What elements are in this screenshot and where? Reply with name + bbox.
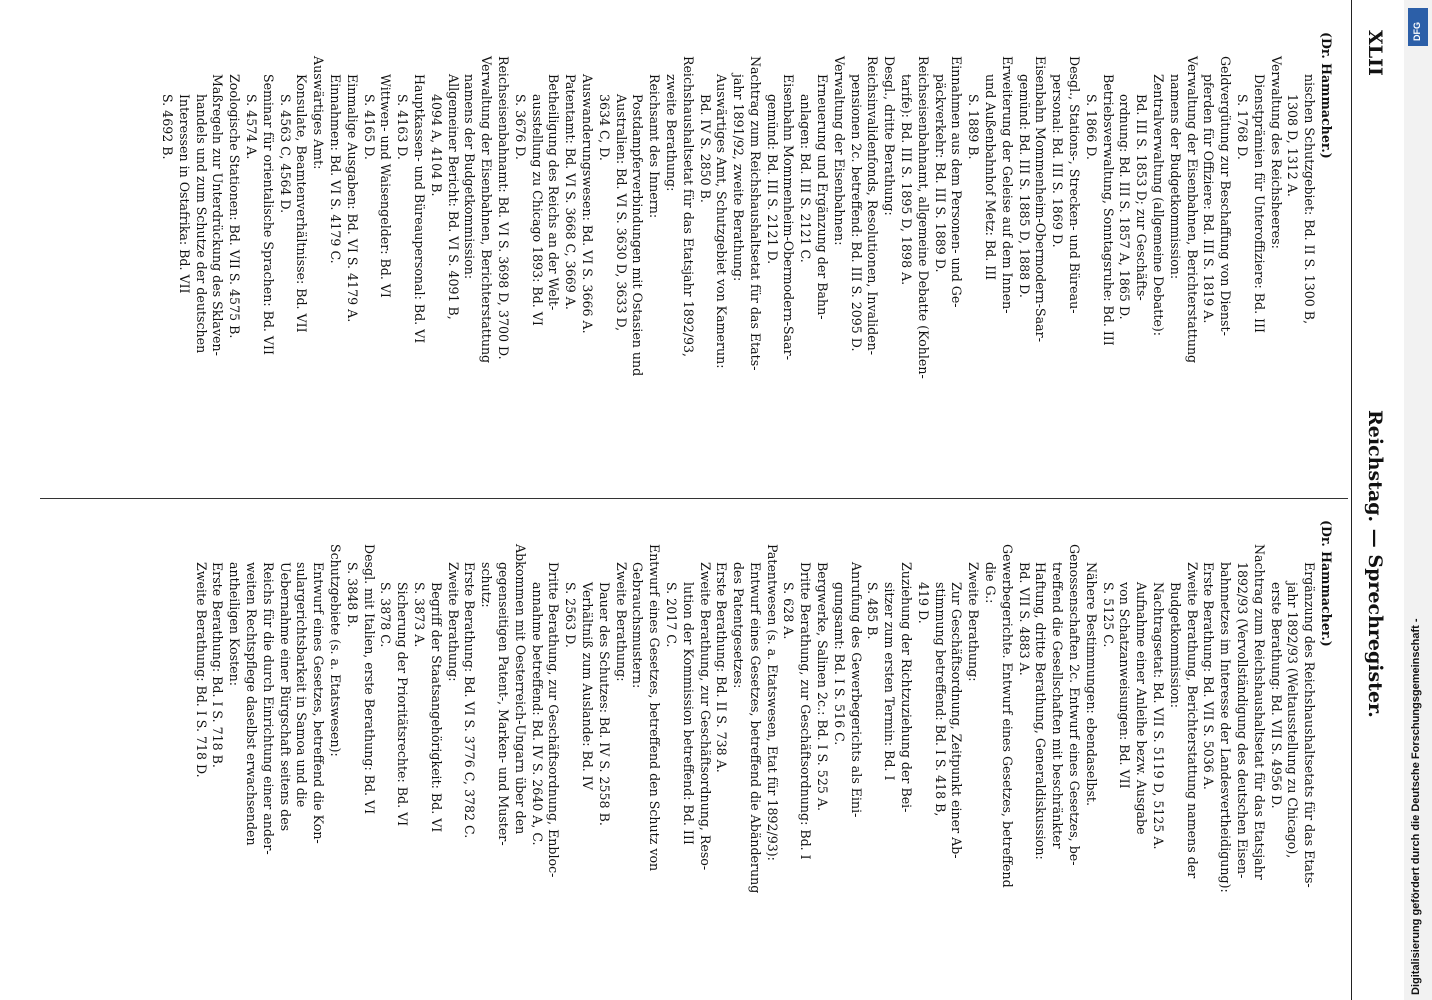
index-line: Eisenbahn Mommenheim-Obermodern-Saar- <box>1033 56 1049 342</box>
index-line: S. 5125 C. <box>1100 582 1116 648</box>
index-line: gungsamt: Bd. I S. 516 C. <box>831 582 847 746</box>
index-line: Auswanderungswesen: Bd. VI S. 3666 A. <box>579 74 595 334</box>
index-line: bahnnetzes im Interesse der Landesvertheidigung): <box>1218 562 1234 893</box>
index-line: S. 1866 D. <box>1083 94 1099 160</box>
index-line: 3634 C, D. <box>596 94 612 161</box>
index-line: S. 1768 D. <box>1235 94 1251 160</box>
index-line: weiten Rechtspflege daselbst erwachsenden <box>244 562 259 846</box>
index-line: Patentamt: Bd. VI S. 3668 C, 3669 A. <box>563 74 579 310</box>
index-line: Sicherung der Prioritätsrechte: Bd. VI <box>395 582 411 827</box>
index-line: Bd. III S. 1853 D; zur Geschäfts- <box>1134 94 1150 301</box>
index-line: Desgl., Stations-, Strecken- und Büreau- <box>1067 56 1083 314</box>
index-line: pferden für Offiziere: Bd. III S. 1819 A. <box>1201 74 1217 324</box>
index-line: Maßregeln zur Unterdrückung des Sklaven- <box>210 74 226 356</box>
index-line: namens der Budgetkommission: <box>1167 74 1183 280</box>
index-line: Aufnahme einer Anleihe bezw. Ausgabe <box>1134 582 1150 835</box>
index-line: Zur Geschäftsordnung, Zeitpunkt einer Ab- <box>949 582 965 859</box>
index-line: Auswärtiges Amt, Schutzgebiet von Kamerun: <box>714 74 730 369</box>
index-line: S. 4165 D. <box>361 94 377 160</box>
index-line: Zuziehung der Richtzuziehung der Bei- <box>899 562 915 813</box>
index-line: gegenseitigen Patent-, Marken- und Muster- <box>495 562 511 846</box>
index-line: S. 628 A. <box>781 582 797 640</box>
digitization-notice: Digitalisierung gefördert durch die Deutsche Forschungsgemeinschaft - <box>1410 618 1422 995</box>
index-line: gemünd: Bd. III S. 2121 D. <box>764 94 780 265</box>
index-line: personal: Bd. III S. 1869 D. <box>1050 74 1066 248</box>
index-line: Postdampferverbindungen mit Ostasien und <box>630 94 646 377</box>
index-line: tarife): Bd. III S. 1895 D, 1898 A. <box>899 74 915 286</box>
index-line: Reichseisenbahnamt: Bd. VI S. 3698 D, 3700 D. <box>495 56 511 360</box>
index-line: Bergwerke, Salinen 2c.: Bd. I S. 525 A. <box>815 562 831 811</box>
index-line: 4094 A, 4104 B. <box>428 94 444 197</box>
index-line: Begriff der Staatsangehörigkeit: Bd. VI <box>428 582 444 833</box>
index-line: Erste Berathung: Bd. I S. 718 B. <box>210 562 226 768</box>
index-line: Verwaltung des Reichsheeres: <box>1268 56 1284 249</box>
page-header <box>1351 0 1392 1000</box>
index-line: Gebrauchsmustern: <box>630 562 646 689</box>
index-line: Zentralverwaltung (allgemeine Debatte): <box>1151 74 1167 337</box>
index-line: Desgl. mit Italien, erste Berathung: Bd. VI <box>361 544 377 815</box>
index-line: Erste Berathung: Bd. VI S. 3776 C, 3782 C. <box>462 562 478 839</box>
index-line: Abkommen mit Oesterreich-Ungarn über den <box>512 544 528 835</box>
index-line: Zweite Berathung: <box>966 562 982 682</box>
index-line: sulargerichtsbarkeit in Samoa und die <box>294 562 310 808</box>
index-line: Nachtragsetat: Bd. VII S. 5119 D, 5125 A. <box>1151 582 1167 850</box>
index-line: S. 3676 D. <box>512 94 528 160</box>
index-line: Dienstprämien für Unteroffiziere: Bd. III <box>1251 74 1267 334</box>
index-line: Einnahmen aus dem Personen- und Ge- <box>949 56 965 308</box>
index-line: Nähere Bestimmungen: ebendaselbst. <box>1083 562 1099 806</box>
index-line: Australien: Bd. VI S. 3630 D, 3633 D, <box>613 94 629 332</box>
index-line: handels und zum Schutze der deutschen <box>193 94 209 354</box>
index-line: Betriebsverwaltung, Sonntagsruhe: Bd. III <box>1100 74 1116 346</box>
index-line: S. 4563 C, 4564 D. <box>277 94 293 214</box>
index-line: annahme betreffend: Bd. IV S. 2640 A, C. <box>529 582 545 846</box>
index-line: Zoologische Stationen: Bd. VII S. 4575 B. <box>227 74 243 339</box>
index-line: S. 4163 D. <box>395 94 411 160</box>
index-line: ordnung: Bd. III S. 1857 A, 1865 D. <box>1117 94 1133 320</box>
index-line: anlagen: Bd. III S. 2121 C. <box>798 94 814 263</box>
index-line: stimmung betreffend: Bd. I S. 418 B, <box>932 582 948 817</box>
index-line: S. 1889 B. <box>966 94 982 160</box>
index-line: Reichsamt des Innern: <box>647 74 663 219</box>
index-line: päckverkehr: Bd. III S. 1889 D. <box>932 74 948 273</box>
index-line: Zweite Berathung: <box>613 562 629 682</box>
index-line: 1308 D, 1312 A. <box>1285 94 1301 197</box>
index-line: S. 485 B. <box>865 582 881 640</box>
index-line: Uebernahme einer Bürgschaft seitens des <box>277 562 293 832</box>
index-line: Nachtrag zum Reichshaushaltsetat für das Etatsjahr <box>1251 544 1267 880</box>
index-line: des Patentgesetzes: <box>731 562 747 689</box>
index-line: 1892/93 (Vervollständigung des deutschen Eisen- <box>1235 562 1251 879</box>
index-line: Reichs für die durch Einrichtung einer ander- <box>260 562 276 855</box>
index-line: Verwaltung der Eisenbahnen, Berichterstattung <box>479 56 495 364</box>
index-line: Dritte Berathung, zur Geschäftsordnung, Enbloc- <box>546 562 562 878</box>
index-line: Einmalige Ausgaben: Bd. VI S. 4179 A. <box>344 74 360 323</box>
index-line: S. 2563 D. <box>563 582 579 648</box>
index-line: (Dr. Hammacher.) <box>1319 520 1334 647</box>
index-line: und Außenbahnhof Metz: Bd. III <box>983 74 999 281</box>
index-line: Bd. VII S. 4883 A. <box>1016 562 1032 676</box>
index-line: Reichsinvalidenfonds, Resolutionen, Invaliden- <box>865 56 881 356</box>
index-line: Genossenschaften 2c. Entwurf eines Gesetzes, be- <box>1067 544 1083 866</box>
dfg-logo: DFG <box>1408 8 1428 46</box>
index-line: S. 3848 B. <box>344 562 360 628</box>
index-line: Dritte Berathung, zur Geschäftsordnung: Bd. I <box>798 562 814 860</box>
index-line: Desgl., dritte Berathung: <box>882 56 898 216</box>
index-line: erste Berathung: Bd. VII S. 4956 D. <box>1268 582 1284 809</box>
column-divider <box>40 498 1348 499</box>
index-line: Zweite Berathung: Bd. I S. 718 D. <box>193 562 209 778</box>
right-column <box>40 520 1334 980</box>
index-line: Zweite Berathung, Berichterstattung namens der <box>1184 562 1200 879</box>
index-line: lution der Kommission betreffend: Bd. III <box>680 582 696 845</box>
index-line: Entwurf eines Gesetzes, betreffend die Kon- <box>311 562 327 844</box>
index-line: Erneuerung und Ergänzung der Bahn- <box>815 74 831 320</box>
index-line: Haftung, dritte Berathung, Generaldiskussion: <box>1033 562 1049 860</box>
index-line: schutz: <box>479 562 495 608</box>
index-line: Nachtrag zum Reichshaushaltsetat für das Etats- <box>747 56 763 371</box>
index-line: Bd. IV S. 2850 B. <box>697 94 713 203</box>
index-line: Erste Berathung: Bd. II S. 738 A. <box>714 562 730 773</box>
index-line: Gewerbegerichte. Entwurf eines Gesetzes, betreffend <box>999 544 1015 888</box>
index-line: Wittwen- und Waisengelder: Bd. VI <box>378 74 394 298</box>
index-line: Reichshaushaltsetat für das Etatsjahr 1892/93, <box>680 56 696 358</box>
index-line: die G.: <box>983 562 999 604</box>
index-line: Erste Berathung: Bd. VII S. 5036 A. <box>1201 562 1217 790</box>
index-line: Interessen in Ostafrika: Bd. VII <box>176 94 192 294</box>
index-line: Entwurf eines Gesetzes, betreffend den Schutz von <box>647 544 663 872</box>
index-line: Dauer des Schutzes: Bd. IV S. 2558 B. <box>596 582 612 826</box>
left-column <box>40 32 1334 492</box>
index-line: Eisenbahn Mommenheim-Obermodern-Saar- <box>781 74 797 360</box>
index-line: Budgetkommission: <box>1167 582 1183 709</box>
index-line: Einnahmen: Bd. VI S. 4179 C. <box>327 74 343 264</box>
index-line: Erweiterung der Geleise auf dem Innen- <box>999 56 1015 314</box>
index-line: sitzer zum ersten Termin: Bd. I <box>882 582 898 781</box>
page-number: XLII <box>1364 30 1386 76</box>
index-line: Konsulate, Beamtenverhältnisse: Bd. VII <box>294 74 310 333</box>
index-line: Ergänzung des Reichshaushaltsetats für das Etats- <box>1302 562 1318 888</box>
index-line: Geldvergütung zur Beschaffung von Dienst- <box>1218 56 1234 336</box>
index-line: zweite Berathung: <box>663 74 679 192</box>
index-line: S. 4692 B. <box>160 94 176 160</box>
index-line: Zweite Berathung: <box>445 562 461 682</box>
index-line: Allgemeiner Bericht: Bd. VI S. 4091 B, <box>445 74 461 320</box>
index-line: jahr 1892/93 (Weltausstellung zu Chicago), <box>1285 582 1301 859</box>
running-title: Reichstag. — Sprechregister. <box>1364 410 1386 718</box>
index-line: Schutzgebiete (s. a. Etatswesen): <box>327 544 343 757</box>
index-line: Hauptkassen- und Büreaupersonal: Bd. VI <box>411 74 427 344</box>
index-line: Reichseisenbahnamt, allgemeine Debatte (Kohlen- <box>915 56 931 379</box>
index-line: antheiligen Kosten: <box>227 562 243 686</box>
index-line: Zweite Berathung, zur Geschäftsordnung, Reso- <box>697 562 713 871</box>
index-line: (Dr. Hammacher.) <box>1319 32 1334 159</box>
index-line: Auswärtiges Amt: <box>311 56 327 170</box>
index-line: namens der Budgetkommission: <box>462 74 478 280</box>
index-line: Patentwesen (s. a. Etatswesen, Etat für 1892/93): <box>764 544 780 861</box>
index-line: pensionen 2c. betreffend: Bd. III S. 2095 D. <box>848 74 864 352</box>
index-line: treffend die Gesellschaften mit beschränkter <box>1050 562 1066 849</box>
index-line: S. 4574 A. <box>244 94 259 160</box>
index-line: S. 2017 C. <box>663 582 679 648</box>
index-line: Entwurf eines Gesetzes, betreffend die Abänderung <box>747 562 763 894</box>
index-line: Verhältniß zum Auslande: Bd. IV <box>579 582 595 790</box>
index-line: 419 D. <box>915 582 931 624</box>
index-line: Betheiligung des Reichs an der Welt- <box>546 74 562 311</box>
index-line: S. 3878 C. <box>378 582 394 648</box>
digitization-sidebar <box>1404 0 1432 1000</box>
index-line: gemünd: Bd. III S. 1885 D, 1888 D. <box>1016 74 1032 298</box>
index-line: S. 3873 A. <box>411 582 427 648</box>
index-line: nischen Schutzgebiet: Bd. II S. 1300 B, <box>1302 74 1318 325</box>
index-line: Verwaltung der Eisenbahnen: <box>831 56 847 246</box>
index-line: ausstellung zu Chicago 1893: Bd. VI <box>529 94 545 326</box>
index-line: Seminar für orientalische Sprachen: Bd. VII <box>260 74 276 355</box>
index-line: jahr 1891/92, zweite Berathung: <box>731 74 747 282</box>
index-line: Anrufung des Gewerbegerichts als Eini- <box>848 562 864 818</box>
index-line: von Schatzanweisungen: Bd. VII <box>1117 582 1133 789</box>
index-line: Verwaltung der Eisenbahnen, Berichterstattung <box>1184 56 1200 364</box>
